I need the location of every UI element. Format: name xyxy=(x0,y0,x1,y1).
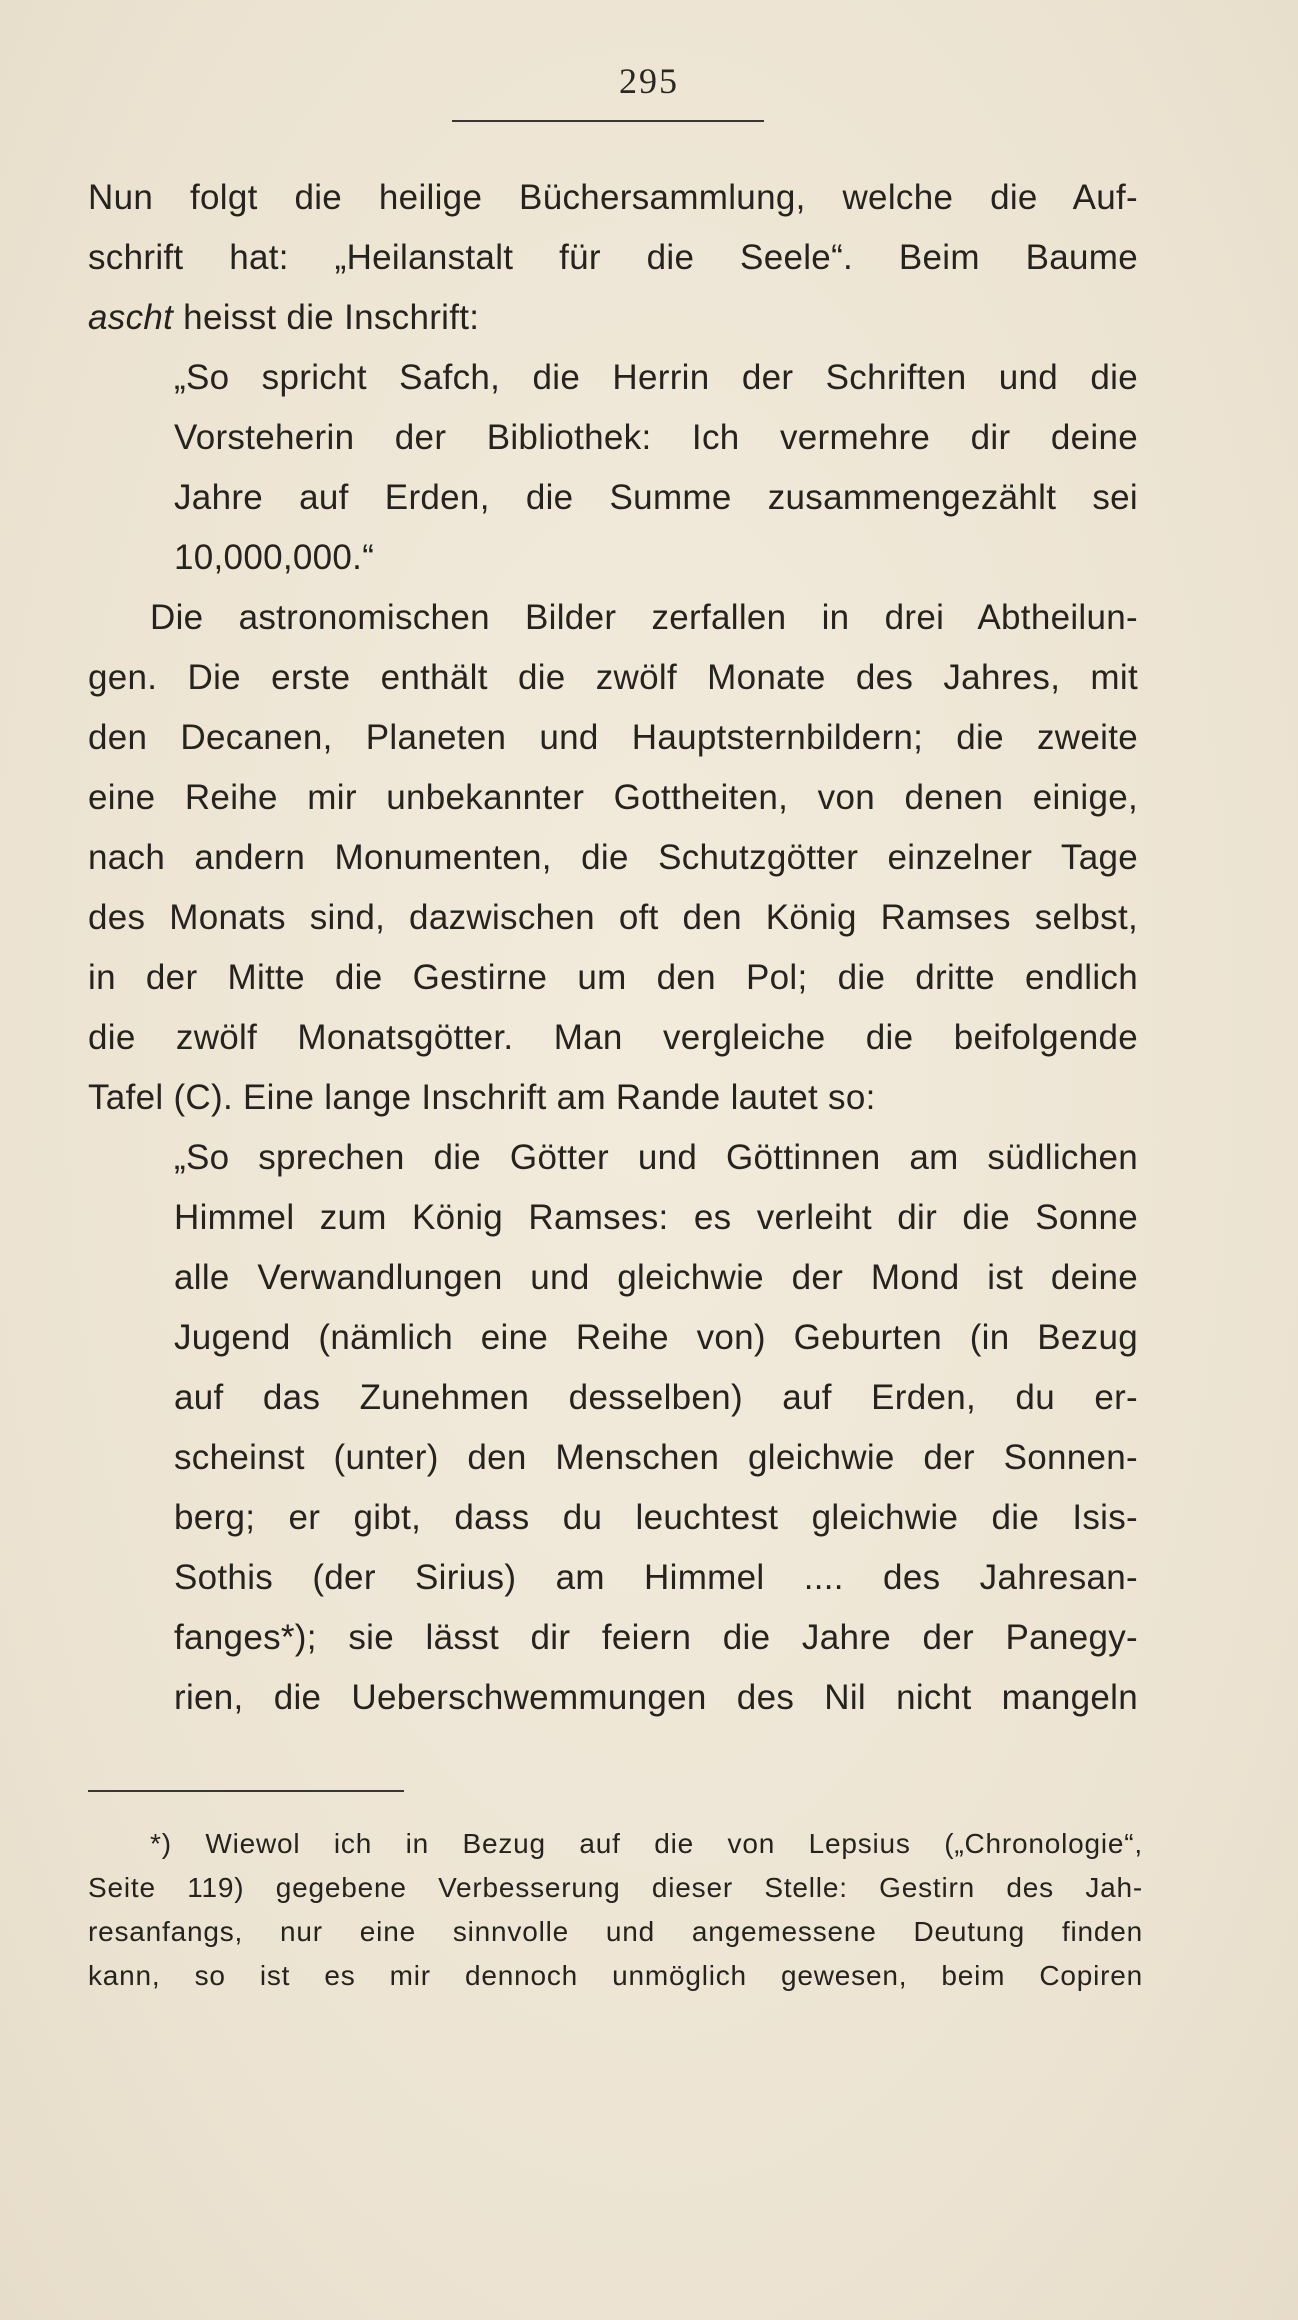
text-line: den Decanen, Planeten und Hauptsternbildern; die zweite xyxy=(88,718,1138,757)
body-text xyxy=(88,168,1138,1728)
quote-line: „So sprechen die Götter und Göttinnen am südlichen xyxy=(174,1138,1138,1177)
header-rule xyxy=(452,120,764,122)
text-line: nach andern Monumenten, die Schutzgötter einzelner Tage xyxy=(88,838,1138,877)
text-line: schrift hat: „Heilanstalt für die Seele“. Beim Baume xyxy=(88,238,1138,277)
text-line: Nun folgt die heilige Büchersammlung, welche die Auf- xyxy=(88,178,1138,217)
text-line: die zwölf Monatsgötter. Man vergleiche die beifolgende xyxy=(88,1018,1138,1057)
page-number: 295 xyxy=(619,61,679,101)
footnote-rule xyxy=(88,1790,404,1792)
text-line: in der Mitte die Gestirne um den Pol; die dritte endlich xyxy=(88,958,1138,997)
quote-line: Himmel zum König Ramses: es verleiht dir die Sonne xyxy=(174,1198,1138,1237)
quote-line: 10,000,000.“ xyxy=(174,538,375,577)
footnote-line: Seite 119) gegebene Verbesserung dieser Stelle: Gestirn des Jah- xyxy=(88,1872,1143,1903)
text-line: eine Reihe mir unbekannter Gottheiten, von denen einige, xyxy=(88,778,1138,817)
text-line: des Monats sind, dazwischen oft den König Ramses selbst, xyxy=(88,898,1138,937)
quote-line: auf das Zunehmen desselben) auf Erden, du er- xyxy=(174,1378,1138,1417)
quote-line: rien, die Ueberschwemmungen des Nil nicht mangeln xyxy=(174,1678,1138,1717)
quote-line: fanges*); sie lässt dir feiern die Jahre der Panegy- xyxy=(174,1618,1138,1657)
quote-line: Sothis (der Sirius) am Himmel .... des Jahresan- xyxy=(174,1558,1138,1597)
footnote-line: resanfangs, nur eine sinnvolle und angemessene Deutung finden xyxy=(88,1916,1143,1947)
quote-line: „So spricht Safch, die Herrin der Schriften und die xyxy=(174,358,1138,397)
emphasis-word: ascht xyxy=(88,298,174,337)
footnote-line: *) Wiewol ich in Bezug auf die von Lepsius („Chronologie“, xyxy=(150,1828,1143,1859)
text-line: gen. Die erste enthält die zwölf Monate des Jahres, mit xyxy=(88,658,1138,697)
quote-line: berg; er gibt, dass du leuchtest gleichwie die Isis- xyxy=(174,1498,1138,1537)
text-line: Die astronomischen Bilder zerfallen in drei Abtheilun- xyxy=(150,598,1138,637)
quote-line: Vorsteherin der Bibliothek: Ich vermehre dir deine xyxy=(174,418,1138,457)
footnote xyxy=(88,1822,1143,1998)
text-segment: heisst die Inschrift: xyxy=(173,298,480,337)
quote-line: Jahre auf Erden, die Summe zusammengezählt sei xyxy=(174,478,1138,517)
text-line: Tafel (C). Eine lange Inschrift am Rande lautet so: xyxy=(88,1078,876,1117)
quote-line: Jugend (nämlich eine Reihe von) Geburten (in Bezug xyxy=(174,1318,1138,1357)
quote-line: alle Verwandlungen und gleichwie der Mond ist deine xyxy=(174,1258,1138,1297)
text-line xyxy=(88,288,1138,348)
quote-line: scheinst (unter) den Menschen gleichwie der Sonnen- xyxy=(174,1438,1138,1477)
footnote-line: kann, so ist es mir dennoch unmöglich gewesen, beim Copiren xyxy=(88,1960,1143,1991)
